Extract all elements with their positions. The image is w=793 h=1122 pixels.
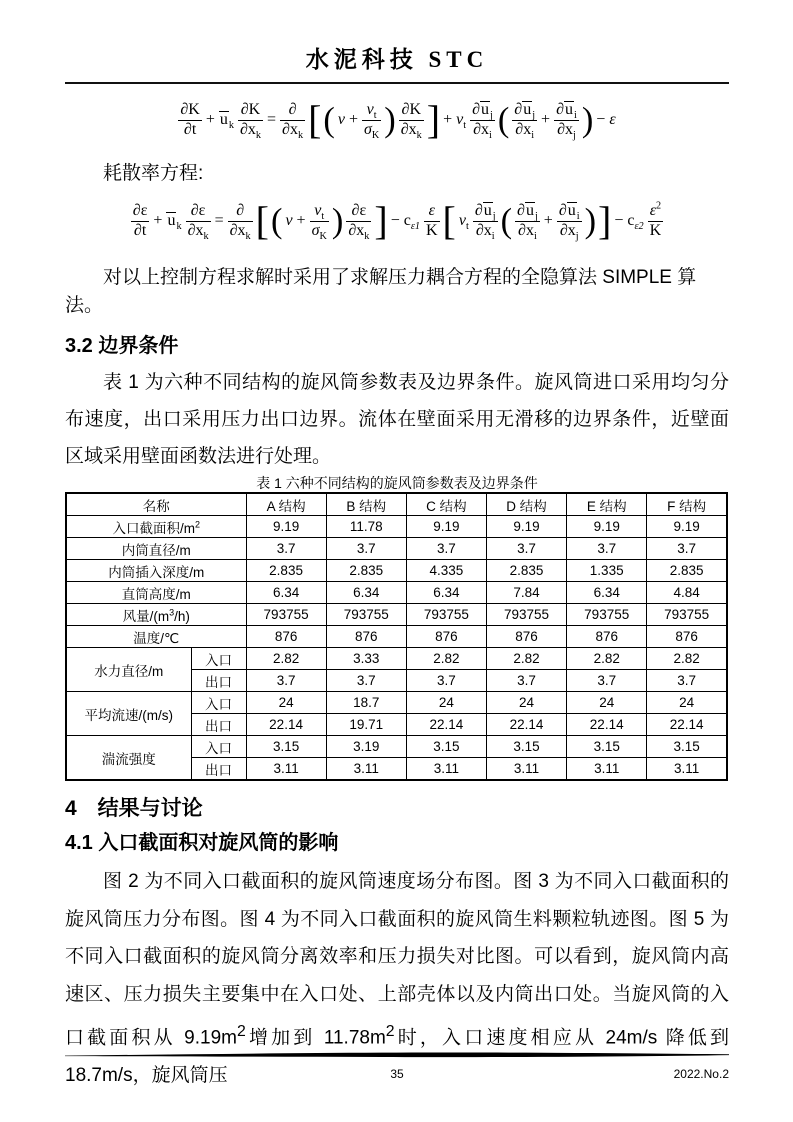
superscript: 2: [656, 200, 662, 212]
k-transport-equation: [65, 94, 729, 146]
table-cell: 793755: [647, 604, 727, 626]
numerator: [554, 101, 579, 119]
subscript: j: [532, 109, 536, 121]
table-cell: 3.19: [326, 736, 406, 758]
table-cell: 876: [647, 626, 727, 648]
subscript: k: [416, 130, 422, 142]
superscript: 3: [169, 607, 175, 617]
table-cell: 876: [246, 626, 326, 648]
row-label: [66, 516, 246, 538]
table-cell: 876: [567, 626, 647, 648]
subscript: t: [373, 109, 377, 121]
denominator: [362, 121, 381, 142]
math-token: ∂x: [559, 222, 576, 239]
denominator: [280, 121, 305, 142]
fraction: [280, 101, 305, 140]
table-cell: 3.11: [647, 758, 727, 781]
section-heading-3-2: 3.2 边界条件: [65, 335, 179, 357]
math-token: ε: [609, 110, 616, 128]
c-epsilon-1: [404, 212, 420, 230]
subscript: k: [245, 231, 251, 243]
footer-rule: [65, 1051, 729, 1059]
table-cell: 3.15: [406, 736, 486, 758]
subscript: t: [321, 210, 325, 222]
subscript: K: [319, 231, 327, 243]
footer-row: [65, 1066, 729, 1082]
math-token: ∂: [472, 100, 480, 118]
fraction: [238, 101, 263, 140]
math-token: ∂x: [473, 121, 489, 138]
page-number: 35: [390, 1067, 404, 1081]
table-cell: 793755: [406, 604, 486, 626]
numerator: [310, 202, 329, 220]
fraction: [186, 202, 211, 241]
table-cell: 22.14: [567, 714, 647, 736]
table-cell: 793755: [246, 604, 326, 626]
table-cell: 24: [406, 692, 486, 714]
header-cell: D 结构: [486, 493, 566, 516]
numerator: ∂K: [240, 100, 261, 118]
fraction: [648, 202, 664, 241]
table-cell: 3.11: [567, 758, 647, 781]
table-cell: 793755: [486, 604, 566, 626]
header-cell: C 结构: [406, 493, 486, 516]
row-label-text: /h): [174, 608, 190, 624]
subscript: ε1: [410, 220, 420, 232]
table-cell: 3.7: [326, 538, 406, 560]
table-cell: 9.19: [647, 516, 727, 538]
left-bracket: [: [255, 198, 269, 243]
header-cell: B 结构: [326, 493, 406, 516]
table-cell: 3.7: [326, 670, 406, 692]
math-token: ν: [456, 110, 464, 128]
header-cell: F 结构: [647, 493, 727, 516]
table-cell: 22.14: [406, 714, 486, 736]
table-cell: 1.335: [567, 560, 647, 582]
left-bracket: [: [442, 198, 456, 243]
table-cell: 876: [326, 626, 406, 648]
fraction: [362, 101, 381, 140]
table-row: [66, 582, 727, 604]
denominator: [557, 222, 582, 243]
row-label: 内筒直径/m: [66, 538, 246, 560]
math-token: ∂x: [400, 121, 417, 138]
math-token: −: [390, 211, 400, 229]
math-token: ν: [285, 211, 293, 229]
numerator: ∂: [236, 201, 245, 219]
math-token: ∂: [558, 201, 567, 219]
subscript: t: [465, 220, 469, 232]
math-token: =: [267, 110, 277, 128]
page-footer: [65, 1046, 729, 1082]
header-cell: A 结构: [246, 493, 326, 516]
table-cell: 3.7: [246, 670, 326, 692]
table-row: [66, 604, 727, 626]
row-label: [66, 604, 246, 626]
math-token: ∂x: [557, 121, 573, 138]
numerator: [473, 202, 498, 220]
denominator: [346, 222, 371, 243]
overline-u: u: [564, 100, 573, 118]
table-cell: 3.7: [567, 670, 647, 692]
table-cell: 24: [567, 692, 647, 714]
math-token: =: [214, 211, 224, 229]
sub-row-label: 入口: [191, 648, 246, 670]
left-paren: (: [497, 100, 510, 139]
fraction: [131, 202, 150, 241]
table-cell: 793755: [567, 604, 647, 626]
subscript: j: [534, 210, 538, 222]
table-caption: 表 1 六种不同结构的旋风筒参数表及边界条件: [256, 475, 538, 491]
numerator: ∂ε: [190, 201, 206, 219]
table-cell: 2.82: [246, 648, 326, 670]
math-token: ν: [314, 201, 322, 219]
math-token: ∂x: [282, 121, 298, 138]
denominator: [473, 222, 498, 243]
issue-number: 2022.No.2: [673, 1067, 729, 1081]
subscript: t: [463, 119, 467, 131]
table-cell: 4.84: [647, 582, 727, 604]
table-cell: 3.11: [406, 758, 486, 781]
table-cell: 11.78: [326, 516, 406, 538]
table-cell: 24: [486, 692, 566, 714]
math-token: ∂x: [475, 222, 492, 239]
row-label-text: 风量/(m: [122, 608, 170, 624]
table-cell: 24: [647, 692, 727, 714]
right-paren: ): [384, 100, 396, 139]
table-cell: 6.34: [246, 582, 326, 604]
subscript: i: [531, 130, 535, 142]
math-token: ∂x: [518, 222, 534, 239]
numerator: [557, 202, 582, 220]
overline-u: u: [219, 110, 228, 128]
row-label: 直筒高度/m: [66, 582, 246, 604]
math-token: c: [627, 211, 635, 229]
nu-t: [459, 212, 469, 230]
group-label: 湍流强度: [66, 736, 191, 781]
denominator: [399, 121, 424, 142]
fraction: [554, 101, 579, 140]
subscript: ε2: [634, 220, 644, 232]
table-cell: 876: [486, 626, 566, 648]
subscript: j: [572, 130, 576, 142]
table-cell: 6.34: [567, 582, 647, 604]
u-bar-k: [219, 111, 234, 129]
denominator: [512, 121, 537, 142]
table-cell: 3.11: [326, 758, 406, 781]
subscript: k: [364, 231, 370, 243]
math-token: σ: [364, 121, 372, 138]
math-token: ∂x: [187, 222, 204, 239]
table-cell: 3.15: [567, 736, 647, 758]
table-cell: 2.82: [486, 648, 566, 670]
left-bracket: [: [308, 97, 322, 142]
subscript: i: [491, 231, 495, 243]
superscript: 2: [194, 519, 200, 529]
numerator: [648, 202, 664, 220]
sub-row-label: 出口: [191, 758, 246, 781]
overline-u: u: [525, 201, 534, 219]
superscript: 2: [236, 1023, 246, 1040]
fraction: [346, 202, 371, 241]
table-cell: 2.82: [406, 648, 486, 670]
denominator: [238, 121, 263, 142]
math-token: ν: [337, 110, 345, 128]
table-cell: 19.71: [326, 714, 406, 736]
boundary-conditions-paragraph: 表 1 为六种不同结构的旋风筒参数表及边界条件。旋风筒进口采用均匀分布速度，出口采用压力出口边界。流体在壁面采用无滑移的边界条件，近壁面区域采用壁面函数法进行处理。: [65, 372, 729, 467]
right-bracket: ]: [426, 97, 441, 142]
table-cell: 3.33: [326, 648, 406, 670]
table-cell: 2.835: [326, 560, 406, 582]
right-paren: ): [581, 100, 594, 139]
fraction: [512, 101, 537, 140]
table-cell: 876: [406, 626, 486, 648]
math-token: +: [348, 110, 358, 128]
row-label: 内筒插入深度/m: [66, 560, 246, 582]
denominator: [228, 222, 253, 243]
section-heading-4-1: 4.1 入口截面积对旋风筒的影响: [65, 832, 339, 854]
table-cell: 2.835: [246, 560, 326, 582]
table-cell: 3.7: [486, 538, 566, 560]
table-cell: 22.14: [486, 714, 566, 736]
subscript: j: [575, 231, 579, 243]
math-token: −: [614, 211, 624, 229]
denominator: [554, 121, 579, 142]
math-token: ∂: [514, 100, 523, 118]
table-cell: 3.7: [647, 538, 727, 560]
right-bracket: ]: [598, 198, 612, 243]
numerator: ∂ε: [132, 201, 148, 219]
left-paren: (: [323, 100, 335, 139]
math-token: ε: [649, 201, 657, 219]
sub-row-label: 出口: [191, 714, 246, 736]
table-cell: 3.7: [246, 538, 326, 560]
table-row: [66, 736, 727, 758]
table-row: [66, 560, 727, 582]
table-cell: 3.7: [567, 538, 647, 560]
denominator: K: [425, 222, 438, 239]
table-cell: 6.34: [406, 582, 486, 604]
subscript: i: [576, 210, 580, 222]
math-token: +: [543, 211, 553, 229]
simple-algorithm-paragraph: 对以上控制方程求解时采用了求解压力耦合方程的全隐算法 SIMPLE 算法。: [65, 267, 697, 316]
math-token: σ: [311, 222, 320, 239]
right-bracket: ]: [374, 198, 388, 243]
table-cell: 9.19: [486, 516, 566, 538]
journal-title: 水泥科技 STC: [305, 47, 489, 72]
math-token: ν: [366, 100, 374, 118]
fraction: [557, 202, 582, 241]
math-token: +: [205, 110, 215, 128]
sub-row-label: 出口: [191, 670, 246, 692]
subscript: i: [533, 231, 537, 243]
fraction: [178, 101, 201, 140]
denominator: [470, 121, 495, 142]
numerator: ∂: [288, 100, 297, 118]
overline-u: u: [481, 100, 489, 118]
subscript: i: [573, 109, 577, 121]
right-paren: ): [331, 201, 344, 240]
table-cell: 3.11: [246, 758, 326, 781]
math-token: ∂x: [515, 121, 532, 138]
table-cell: 3.15: [647, 736, 727, 758]
numerator: ε: [428, 201, 435, 219]
numerator: [362, 101, 381, 119]
table-cell: 6.34: [326, 582, 406, 604]
math-token: c: [403, 211, 411, 229]
c-epsilon-2: [627, 212, 643, 230]
math-token: +: [153, 211, 163, 229]
math-token: ∂x: [229, 222, 246, 239]
fraction: [515, 202, 540, 241]
row-label: 温度/℃: [66, 626, 246, 648]
header-rule: [65, 82, 729, 84]
math-token: ν: [458, 211, 466, 229]
numerator: ∂ε: [351, 201, 367, 219]
math-token: +: [541, 110, 551, 128]
denominator: K: [649, 222, 662, 239]
overline-u: u: [567, 201, 576, 219]
fraction: [228, 202, 253, 241]
row-label-text: 入口截面积/m: [112, 520, 195, 536]
subscript: k: [228, 119, 234, 131]
table-cell: 9.19: [567, 516, 647, 538]
group-label: 水力直径/m: [66, 648, 191, 692]
sub-row-label: 入口: [191, 692, 246, 714]
fraction: [399, 101, 424, 140]
math-token: ∂: [556, 100, 564, 118]
table-header-row: [66, 493, 727, 516]
table-cell: 793755: [326, 604, 406, 626]
math-token: ∂: [517, 201, 525, 219]
table-cell: 18.7: [326, 692, 406, 714]
table-cell: 3.11: [486, 758, 566, 781]
header-cell: E 结构: [567, 493, 647, 516]
table-cell: 22.14: [246, 714, 326, 736]
epsilon-transport-equation: [65, 192, 729, 250]
u-bar-k: [166, 212, 181, 230]
table-cell: 2.835: [647, 560, 727, 582]
numerator: [512, 101, 537, 119]
section-heading-4: 4 结果与讨论: [65, 797, 203, 820]
paragraph-text: 图 2 为不同入口截面积的旋风筒速度场分布图。图 3 为不同入口截面积的旋风筒压力分布图。图 4 为不同入口截面积的旋风筒生料颗粒轨迹图。图 5 为不同入口截面积的旋风筒分离效率和压力损失对比图。可以看到，旋风筒内高速区、压力损失主要集中在入口处、上部壳体以及内筒出口处。当旋风筒的入口截面积从 9.19m: [65, 871, 729, 1049]
left-paren: (: [270, 201, 283, 240]
table-cell: 2.82: [567, 648, 647, 670]
nu-t: [456, 111, 466, 129]
table-cell: 2.82: [647, 648, 727, 670]
numerator: ∂K: [180, 100, 200, 118]
math-token: −: [596, 110, 606, 128]
numerator: [515, 202, 540, 220]
subscript: j: [492, 210, 496, 222]
overline-u: u: [167, 211, 176, 229]
table-cell: 3.7: [406, 538, 486, 560]
dissipation-equation-label: 耗散率方程:: [103, 163, 204, 184]
denominator: [310, 222, 329, 243]
parameters-table: [65, 492, 728, 781]
overline-u: u: [483, 201, 492, 219]
math-token: ∂x: [239, 121, 256, 138]
table-row: [66, 538, 727, 560]
subscript: i: [489, 130, 492, 142]
table-cell: 9.19: [246, 516, 326, 538]
fraction: [310, 202, 329, 241]
subscript: k: [176, 220, 182, 232]
table-cell: 22.14: [647, 714, 727, 736]
table-row: [66, 516, 727, 538]
table-row: [66, 648, 727, 670]
fraction: [470, 101, 495, 140]
subscript: K: [371, 130, 380, 142]
table-cell: 3.7: [406, 670, 486, 692]
subscript: k: [203, 231, 209, 243]
fraction: [473, 202, 498, 241]
math-token: +: [443, 110, 453, 128]
denominator: ∂t: [183, 121, 197, 138]
right-paren: ): [584, 201, 597, 240]
overline-u: u: [523, 100, 532, 118]
math-token: ∂x: [348, 222, 365, 239]
left-paren: (: [500, 201, 513, 240]
table-cell: 3.7: [486, 670, 566, 692]
table-cell: 7.84: [486, 582, 566, 604]
denominator: [186, 222, 211, 243]
subscript: j: [490, 109, 493, 121]
table-row: [66, 626, 727, 648]
denominator: ∂t: [133, 222, 147, 239]
table-cell: 24: [246, 692, 326, 714]
numerator: [470, 101, 495, 119]
table-cell: 3.15: [246, 736, 326, 758]
math-token: ∂: [474, 201, 483, 219]
superscript: 2: [385, 1023, 395, 1040]
group-label: 平均流速/(m/s): [66, 692, 191, 736]
fraction: [424, 202, 440, 241]
math-token: +: [296, 211, 306, 229]
table-cell: 9.19: [406, 516, 486, 538]
table-cell: 3.7: [647, 670, 727, 692]
numerator: ∂K: [401, 100, 421, 118]
paragraph-text: 增加到 11.78m: [245, 1027, 386, 1049]
table-cell: 3.15: [486, 736, 566, 758]
table-cell: 2.835: [486, 560, 566, 582]
subscript: k: [255, 130, 262, 142]
paragraph-text: 时，入口速度相应从 24m/s 降低到 18.7m/s，旋风筒压: [65, 1027, 729, 1086]
denominator: [515, 222, 540, 243]
header-cell: 名称: [66, 493, 246, 516]
sub-row-label: 入口: [191, 736, 246, 758]
table-row: [66, 692, 727, 714]
table-cell: 4.335: [406, 560, 486, 582]
subscript: k: [297, 130, 304, 142]
